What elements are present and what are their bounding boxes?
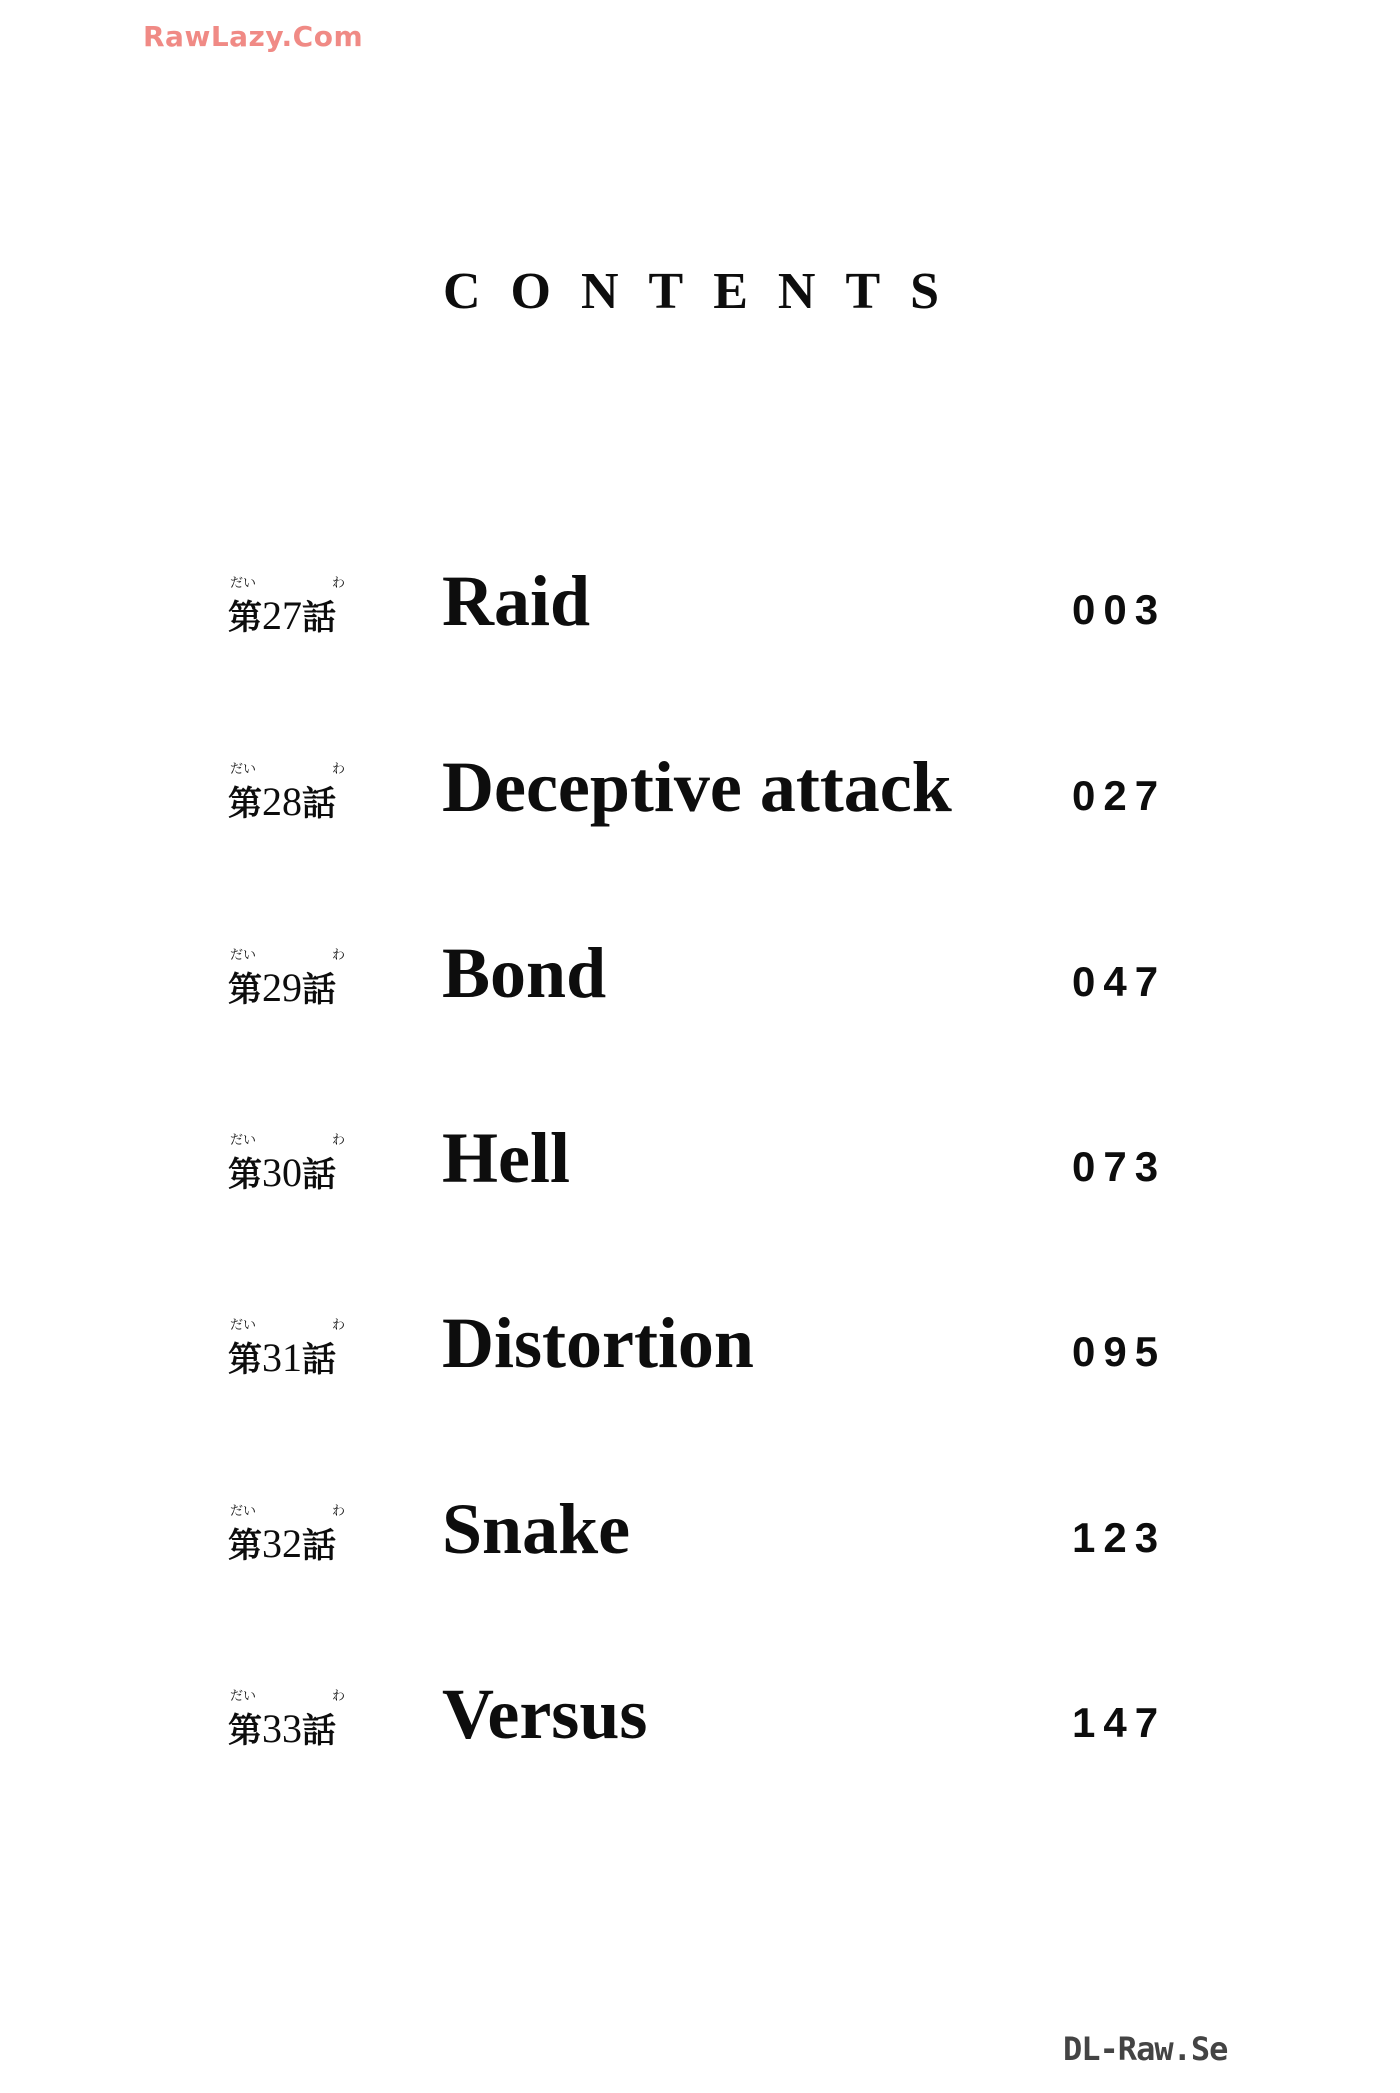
ruby-wa: わ <box>332 1318 346 1333</box>
chapter-prefix: 第 <box>228 784 262 824</box>
chapter-number: 28 <box>262 779 302 824</box>
ruby-wa: わ <box>332 576 346 591</box>
chapter-row[interactable] <box>0 1663 1400 1763</box>
chapter-prefix: 第 <box>228 1526 262 1566</box>
chapter-title: Versus <box>442 1674 648 1754</box>
chapter-row[interactable] <box>0 1292 1400 1392</box>
ruby-wa: わ <box>332 948 346 963</box>
chapter-page: 095 <box>1072 1328 1167 1375</box>
ruby-dai: だい <box>230 1133 257 1148</box>
ruby-dai: だい <box>230 762 257 777</box>
chapter-title: Bond <box>442 933 607 1013</box>
chapter-label <box>228 1133 346 1196</box>
chapter-row[interactable] <box>0 736 1400 836</box>
chapter-number: 33 <box>262 1706 302 1751</box>
chapter-page: 123 <box>1072 1514 1167 1561</box>
watermark-dlraw: DL-Raw.Se <box>1063 2030 1228 2068</box>
chapter-number: 31 <box>262 1335 302 1380</box>
chapter-page: 073 <box>1072 1143 1167 1190</box>
ruby-dai: だい <box>230 948 257 963</box>
chapter-title: Distortion <box>442 1303 754 1383</box>
watermark-rawlazy: RawLazy.Com <box>143 20 364 53</box>
chapter-title: Deceptive attack <box>442 747 952 827</box>
chapter-prefix: 第 <box>228 1340 262 1380</box>
ruby-dai: だい <box>230 1318 257 1333</box>
chapter-label <box>228 1504 346 1567</box>
chapter-suffix: 話 <box>302 1711 336 1751</box>
chapter-number: 29 <box>262 965 302 1010</box>
ruby-wa: わ <box>332 1133 346 1148</box>
chapter-label <box>228 576 346 639</box>
ruby-dai: だい <box>230 1689 257 1704</box>
chapter-number: 30 <box>262 1150 302 1195</box>
chapter-suffix: 話 <box>302 970 336 1010</box>
chapter-row[interactable] <box>0 550 1400 650</box>
chapter-label <box>228 948 346 1011</box>
chapter-title: Raid <box>442 561 591 641</box>
chapter-page: 147 <box>1072 1699 1167 1746</box>
ruby-dai: だい <box>230 1504 257 1519</box>
chapter-row[interactable] <box>0 1478 1400 1578</box>
chapter-prefix: 第 <box>228 1155 262 1195</box>
chapter-page: 047 <box>1072 958 1167 1005</box>
chapter-suffix: 話 <box>302 784 336 824</box>
chapter-number: 32 <box>262 1521 302 1566</box>
chapter-title: Hell <box>442 1118 570 1198</box>
ruby-dai: だい <box>230 576 257 591</box>
chapter-title: Snake <box>442 1489 631 1569</box>
chapter-number: 27 <box>262 593 302 638</box>
chapter-page: 003 <box>1072 586 1167 633</box>
chapter-suffix: 話 <box>302 1340 336 1380</box>
chapter-label <box>228 1689 346 1752</box>
chapter-page: 027 <box>1072 772 1167 819</box>
chapter-row[interactable] <box>0 922 1400 1022</box>
chapter-suffix: 話 <box>302 598 336 638</box>
chapter-prefix: 第 <box>228 1711 262 1751</box>
chapter-prefix: 第 <box>228 970 262 1010</box>
chapter-suffix: 話 <box>302 1155 336 1195</box>
ruby-wa: わ <box>332 762 346 777</box>
chapter-row[interactable] <box>0 1107 1400 1207</box>
ruby-wa: わ <box>332 1504 346 1519</box>
contents-heading: CONTENTS <box>443 263 970 320</box>
chapter-prefix: 第 <box>228 598 262 638</box>
chapter-suffix: 話 <box>302 1526 336 1566</box>
chapter-label <box>228 762 346 825</box>
ruby-wa: わ <box>332 1689 346 1704</box>
chapter-label <box>228 1318 346 1381</box>
